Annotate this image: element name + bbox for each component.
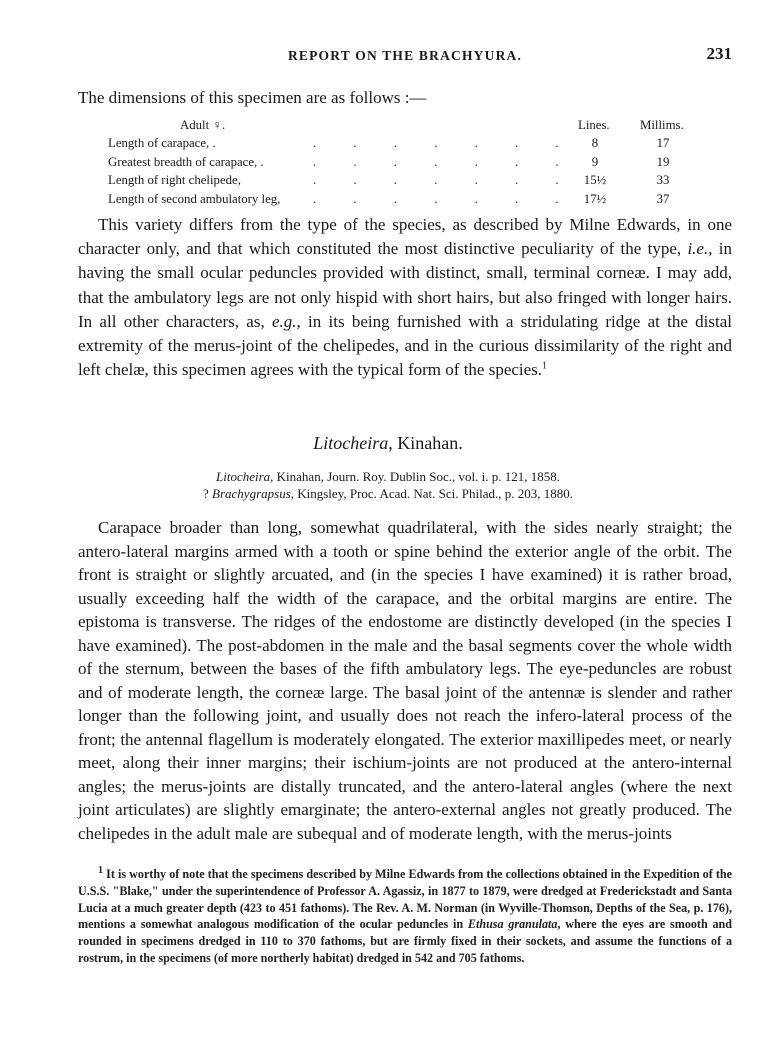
row-millims: 37 [656,191,670,206]
synonymy-line [0,486,776,502]
page-number: 231 [706,44,732,63]
footnote-mark: 1 [98,864,103,876]
dimensions-row [108,136,708,155]
row-label: Greatest breadth of carapace, . [108,154,264,169]
footnote-text: , where the eyes are smooth and rounded in specimens dredged in 110 to 370 fathoms, but are firmly fixed in their sockets, and assume the functions of a rostrum, in the specimens (of more northerly habitat) dredged in 542 and 705 fathoms. [78,917,732,965]
running-head [78,44,732,68]
dimensions-row [108,155,708,174]
row-lines: 15½ [583,173,607,187]
col-lines-label: Lines. [578,118,610,132]
footnote-species: Ethusa granulata [467,917,558,932]
text-run: This variety differs from the type of the species, as described by Milne Edwards, in one character only, and that which constituted the most distinctive peculiarity of the type, [78,215,732,259]
synonymy-line [0,469,776,485]
running-title: REPORT ON THE BRACHYURA. [287,48,523,63]
genus-heading [0,433,776,454]
row-label: Length of second ambulatory leg, [108,191,281,206]
row-millims: 17 [656,136,670,150]
row-label: Length of right chelipede, [108,173,241,187]
syn-name: Brachygrapsus [212,486,291,501]
genus-name: Litocheira [313,433,389,453]
row-lines: 8 [591,136,599,150]
syn-name: Litocheira [215,469,271,484]
syn-citation: , Kingsley, Proc. Acad. Nat. Sci. Philad., p. 203, 1880. [290,486,573,501]
col-millims-label: Millims. [640,118,684,132]
genus-author: , Kinahan. [388,433,463,453]
dimensions-table [108,118,708,210]
row-lines: 17½ [583,191,607,206]
footnote-text: It is worthy of note that the specimens described by Milne Edwards from the collections obtained in the Expedition of the U.S.S. "Blake," under the superintendence of Professor A. Agassiz, in 1877 to 1879, were dredged at Frederickstadt and Santa Lucia at a much greater depth (423 to 451 fathoms). The Rev. A. M. Norman (in Wyville-Thomson, Depths of the Sea, p. 176), mentions a somewhat analogous modification of the ocular peduncles in [78,867,732,932]
syn-prefix: ? [203,486,213,501]
leader-dots: . . . . . . . [313,191,559,206]
syn-citation: , Kinahan, Journ. Roy. Dublin Soc., vol. i. p. 121, 1858. [270,469,560,484]
row-millims: 19 [656,154,670,169]
leader-dots: . . . . . . . [313,154,559,169]
dimensions-intro: The dimensions of this specimen are as follows :— [78,88,427,107]
leader-dots: . . . . . . . [313,136,559,150]
footnote [78,866,732,967]
dimensions-row [108,192,708,211]
dimensions-header [108,118,708,136]
text-run: , in its being furnished with a stridulating ridge at the distal extremity of the merus-joint of the chelipedes, and in the curious dissimilarity of the right and left chelæ, this specimen agrees with the typical form of the species. [78,311,732,380]
variety-paragraph [78,213,732,382]
italic-abbrev: e.g. [271,311,297,331]
footnote-reference: 1 [542,360,548,372]
italic-abbrev: i.e. [687,239,709,259]
row-lines: 9 [591,154,599,169]
leader-dots: . . . . . . . [313,173,559,187]
col-adult-label: Adult ♀. [180,118,226,132]
dimensions-row [108,173,708,192]
row-millims: 33 [656,173,670,187]
genus-description: Carapace broader than long, somewhat quadrilateral, with the sides nearly straight; the antero-lateral margins armed with a tooth or spine behind the exterior angle of the orbit. The front is straight or slightly arcuated, and (in the species I have examined) it is rather broad, usually exceeding half the width of the carapace, and the orbital margins are entire. The epistoma is transverse. The ridges of the endostome are distinctly developed (in the species I have examined). The post-abdomen in the male and the basal segments cover the whole width of the sternum, between the bases of the fifth ambulatory legs. The eye-peduncles are robust and of moderate length, the corneæ large. The basal joint of the antennæ is slender and rather longer than the following joint, and usually does not reach the infero-lateral process of the front; the antennal flagellum is moderately elongated. The exterior maxillipedes meet, or nearly meet, along their inner margins; their ischium-joints are not produced at the antero-internal angles; the merus-joints are distally truncated, and the antero-lateral angles (where the next joint articulates) are slightly emarginate; the antero-external angles not greatly produced. The chelipedes in the adult male are subequal and of moderate length, with the merus-joints [78,518,732,843]
text-run: , in having the small ocular peduncles provided with distinct, small, terminal corneæ. I may add, that the ambulatory legs are not only hispid with short hairs, but also fringed with longer hairs. In all other characters, as, [78,239,732,331]
row-label: Length of carapace, . [108,136,216,150]
